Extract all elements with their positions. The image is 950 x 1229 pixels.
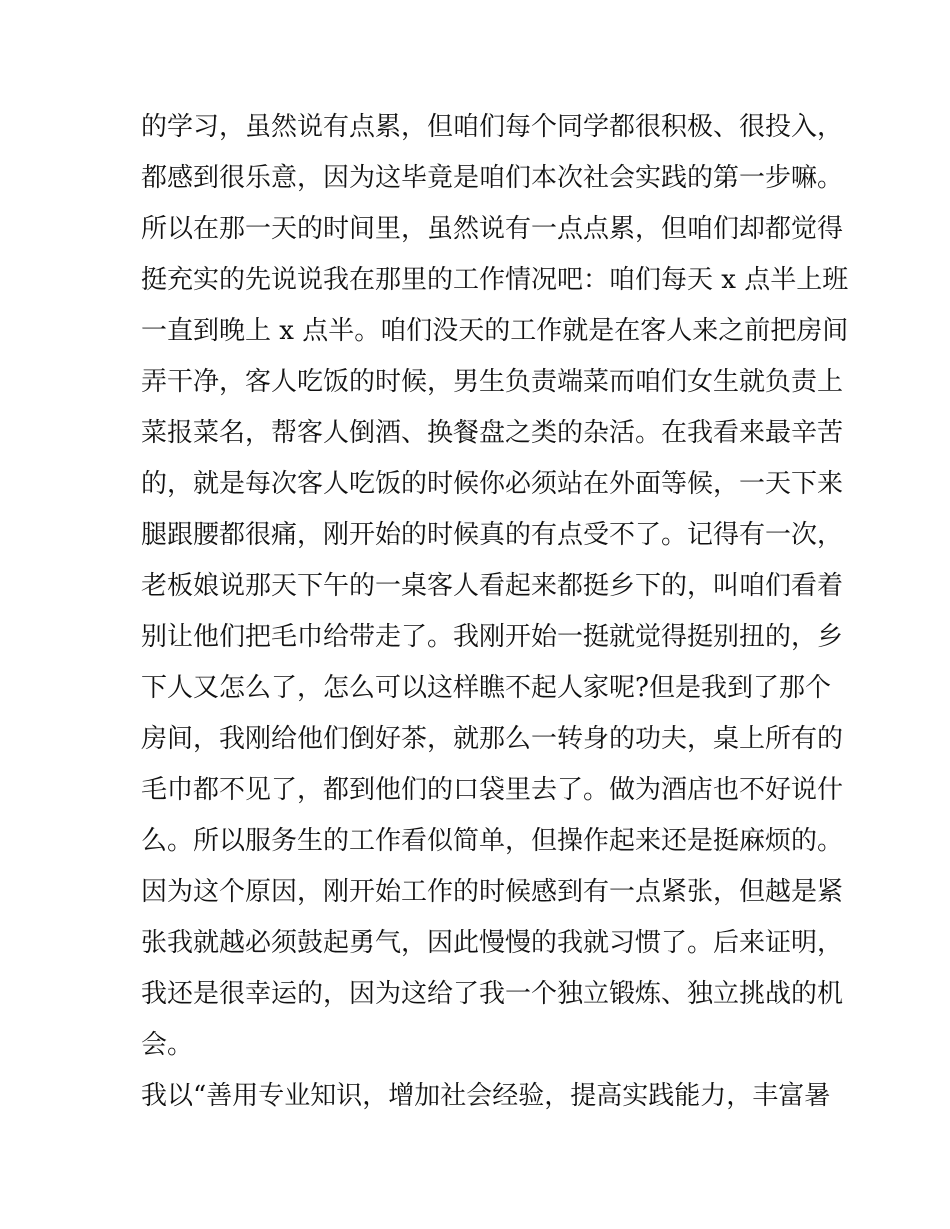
text-line: 的，就是每次客人吃饭的时候你必须站在外面等候，一天下来 (141, 469, 844, 499)
text-line: 我以“善用专业知识，增加社会经验，提高实践能力，丰富暑 (141, 1081, 831, 1111)
text-line: 一直到晚上 x 点半。咱们没天的工作就是在客人来之前把房间 (141, 316, 849, 346)
text-line: 么。所以服务生的工作看似简单，但操作起来还是挺麻烦的。 (141, 826, 844, 856)
text-line: 毛巾都不见了，都到他们的口袋里去了。做为酒店也不好说什 (141, 775, 844, 805)
text-line: 的学习，虽然说有点累，但咱们每个同学都很积极、很投入， (141, 112, 844, 142)
text-line: 因为这个原因，刚开始工作的时候感到有一点紧张，但越是紧 (141, 877, 844, 907)
text-line: 我还是很幸运的，因为这给了我一个独立锻炼、独立挑战的机 (141, 979, 844, 1009)
text-line: 房间，我刚给他们倒好茶，就那么一转身的功夫，桌上所有的 (141, 724, 844, 754)
text-line: 张我就越必须鼓起勇气，因此慢慢的我就习惯了。后来证明， (141, 928, 844, 958)
text-line: 下人又怎么了，怎么可以这样瞧不起人家呢?但是我到了那个 (141, 673, 831, 703)
text-line: 弄干净，客人吃饭的时候，男生负责端菜而咱们女生就负责上 (141, 367, 844, 397)
text-line: 会。 (141, 1030, 194, 1060)
text-line: 都感到很乐意，因为这毕竟是咱们本次社会实践的第一步嘛。 (141, 163, 844, 193)
text-line: 老板娘说那天下午的一桌客人看起来都挺乡下的，叫咱们看着 (141, 571, 844, 601)
text-line: 挺充实的先说说我在那里的工作情况吧：咱们每天 x 点半上班 (141, 265, 849, 295)
text-line: 腿跟腰都很痛，刚开始的时候真的有点受不了。记得有一次， (141, 520, 844, 550)
text-line: 所以在那一天的时间里，虽然说有一点点累，但咱们却都觉得 (141, 214, 844, 244)
text-line: 别让他们把毛巾给带走了。我刚开始一挺就觉得挺别扭的，乡 (141, 622, 844, 652)
text-line: 菜报菜名，帮客人倒酒、换餐盘之类的杂活。在我看来最辛苦 (141, 418, 844, 448)
